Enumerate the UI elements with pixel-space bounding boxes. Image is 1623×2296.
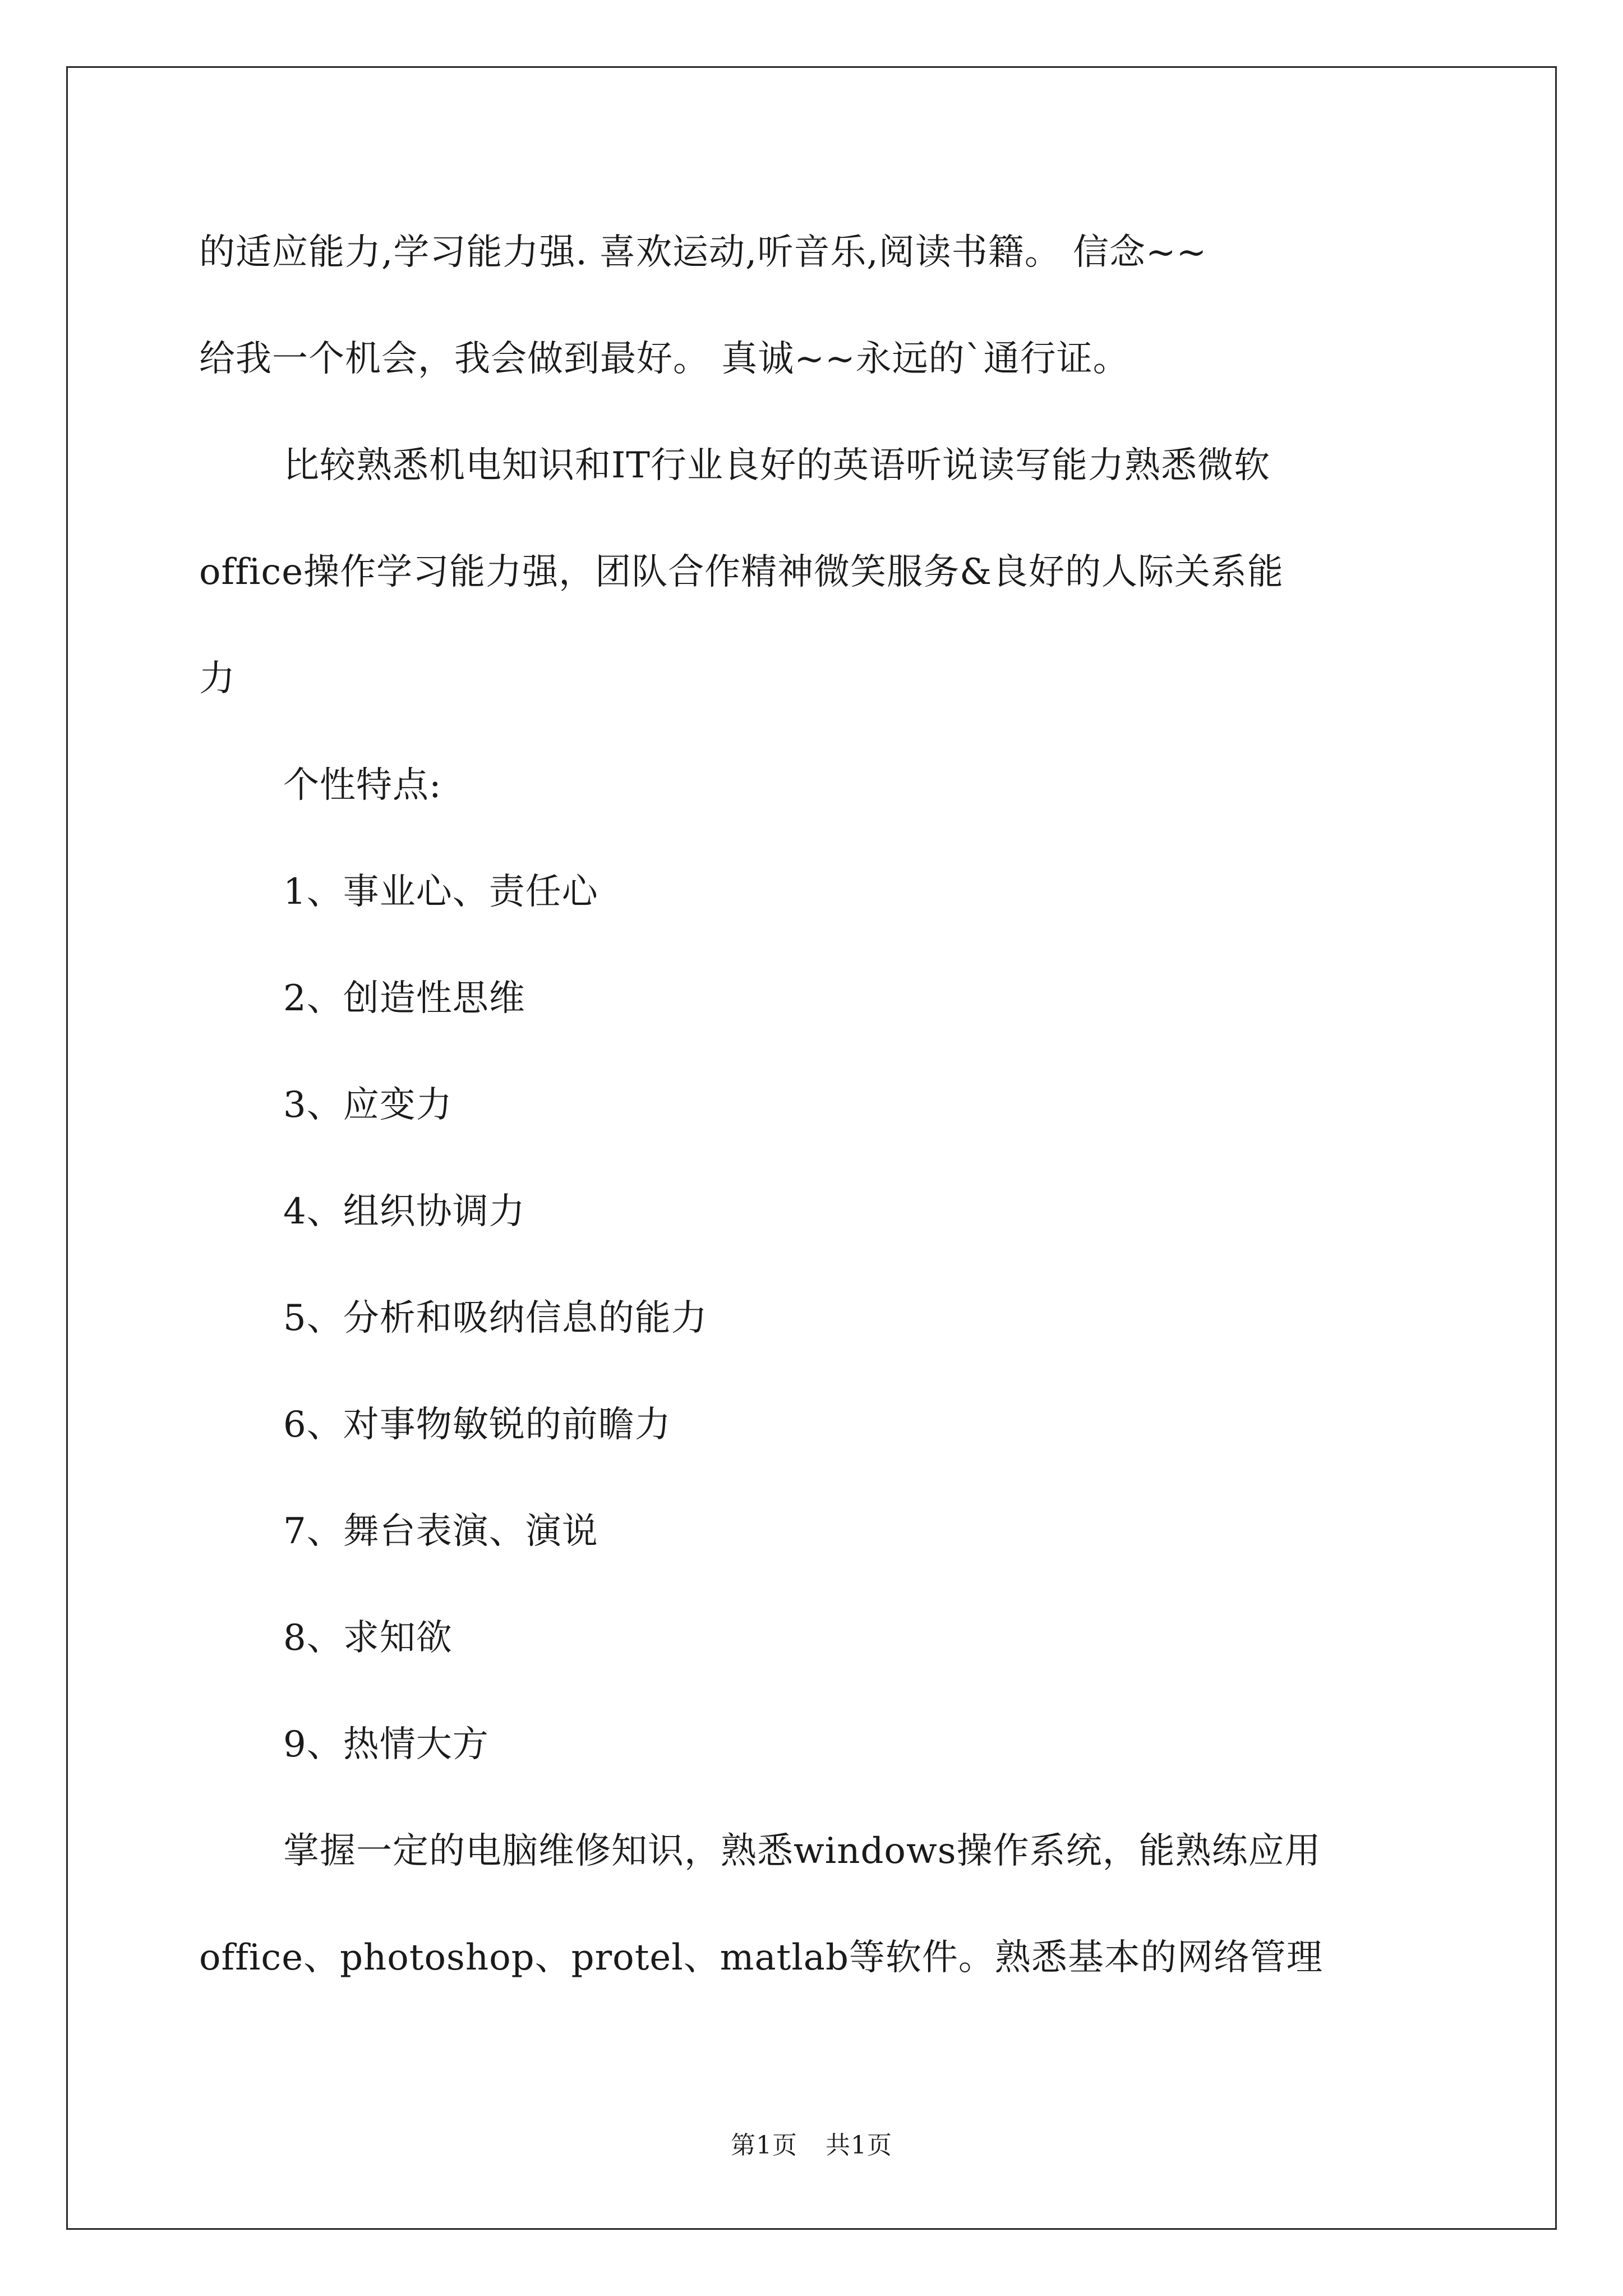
document-body bbox=[199, 219, 1433, 2031]
text-line-5: 力 bbox=[199, 658, 236, 700]
list-item-6: 6、对事物敏锐的前瞻力 bbox=[283, 1404, 671, 1446]
list-item-7: 7、舞台表演、演说 bbox=[283, 1511, 598, 1552]
text-line-16: 掌握一定的电脑维修知识，熟悉windows操作系统，能熟练应用 bbox=[283, 1830, 1321, 1872]
list-item-8: 8、求知欲 bbox=[283, 1617, 453, 1659]
text-line-4: office操作学习能力强，团队合作精神微笑服务&良好的人际关系能 bbox=[199, 551, 1284, 593]
text-line-1: 的适应能力,学习能力强. 喜欢运动,听音乐,阅读书籍。 信念~~ bbox=[199, 232, 1207, 273]
page-total: 共1页 bbox=[826, 2131, 892, 2160]
text-line-17: office、photoshop、protel、matlab等软件。熟悉基本的网络管理 bbox=[199, 1937, 1323, 1978]
section-heading: 个性特点: bbox=[283, 765, 442, 806]
list-item-4: 4、组织协调力 bbox=[283, 1191, 525, 1232]
text-line-2: 给我一个机会，我会做到最好。 真诚~~永远的`通行证。 bbox=[199, 338, 1129, 380]
list-item-9: 9、热情大方 bbox=[283, 1724, 489, 1765]
list-item-1: 1、事业心、责任心 bbox=[283, 871, 598, 913]
list-item-2: 2、创造性思维 bbox=[283, 978, 525, 1019]
text-line-3: 比较熟悉机电知识和IT行业良好的英语听说读写能力熟悉微软 bbox=[283, 445, 1270, 486]
list-item-3: 3、应变力 bbox=[283, 1084, 453, 1126]
page-footer bbox=[0, 2129, 1623, 2162]
list-item-5: 5、分析和吸纳信息的能力 bbox=[283, 1297, 708, 1339]
page-number: 第1页 bbox=[731, 2131, 797, 2160]
